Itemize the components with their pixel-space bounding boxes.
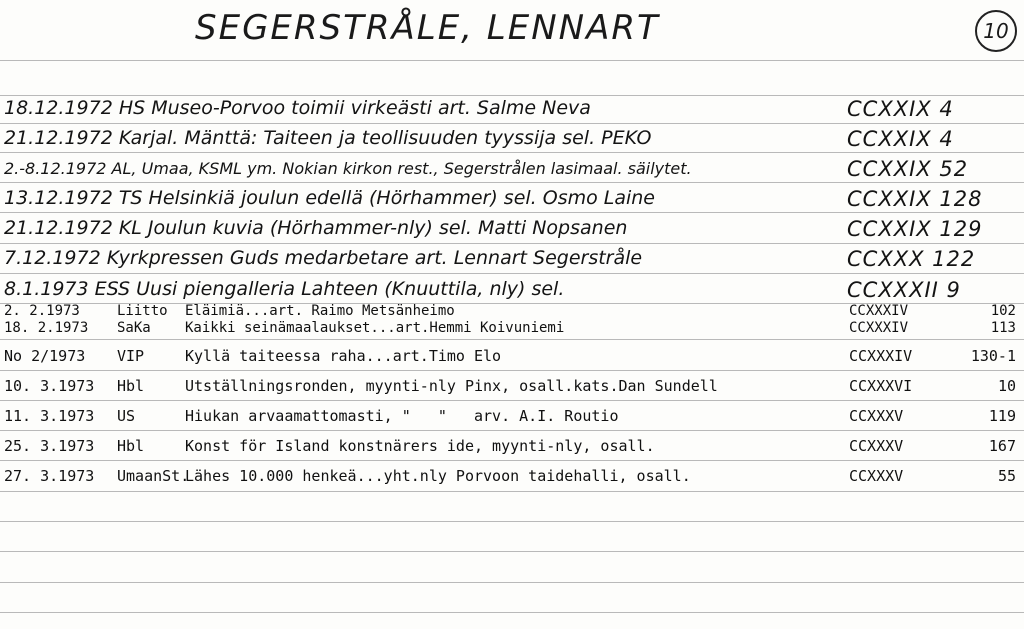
- entry-source: Hbl: [117, 437, 145, 455]
- entry-date: 18. 2.1973: [4, 320, 89, 336]
- entry-text: 21.12.1972 KL Joulun kuvia (Hörhammer-nly) sel. Matti Nopsanen: [4, 217, 628, 239]
- typed-entry: [4, 437, 1020, 457]
- entry-text: 7.12.1972 Kyrkpressen Guds medarbetare art. Lennart Segerstråle: [4, 247, 643, 269]
- entry-volume: CCXXXII 9: [847, 278, 961, 302]
- entry-volume: CCXXXIV: [849, 347, 913, 365]
- entry-text: Hiukan arvaamattomasti, " " arv. A.I. Routio: [185, 407, 619, 425]
- entry-text: 21.12.1972 Karjal. Mänttä: Taiteen ja teollisuuden tyyssija sel. PEKO: [4, 127, 652, 149]
- entry-page: 55: [997, 467, 1016, 485]
- ruled-line: [0, 123, 1024, 124]
- ruled-line: [0, 521, 1024, 522]
- ruled-line: [0, 400, 1024, 401]
- entry-source: US: [117, 407, 136, 425]
- entry-date: 2. 2.1973: [4, 303, 80, 319]
- handwritten-entry: [4, 247, 1020, 273]
- entry-source: SaKa: [117, 320, 151, 336]
- handwritten-entry: [4, 157, 1020, 183]
- entry-page: 113: [990, 320, 1016, 336]
- card-number-badge: 10: [975, 10, 1017, 52]
- ruled-line: [0, 430, 1024, 431]
- typed-entry: [4, 467, 1020, 487]
- entry-volume: CCXXIX 129: [847, 217, 983, 241]
- entry-source: VIP: [117, 347, 145, 365]
- entry-text: Utställningsronden, myynti-nly Pinx, osall.kats.Dan Sundell: [185, 377, 718, 395]
- entry-source: Hbl: [117, 377, 145, 395]
- entry-page: 167: [988, 437, 1016, 455]
- handwritten-entry: [4, 187, 1020, 213]
- entry-volume: CCXXIX 52: [847, 157, 969, 181]
- entry-text: 2.-8.12.1972 AL, Umaa, KSML ym. Nokian kirkon rest., Segerstrålen lasimaal. säilytet.: [4, 159, 692, 178]
- entry-volume: CCXXIX 128: [847, 187, 983, 211]
- ruled-line: [0, 60, 1024, 61]
- entry-text: 18.12.1972 HS Museo-Porvoo toimii virkeästi art. Salme Neva: [4, 97, 591, 119]
- entry-text: Konst för Island konstnärers ide, myynti-nly, osall.: [185, 437, 655, 455]
- entry-date: 11. 3.1973: [4, 407, 95, 425]
- entry-volume: CCXXIX 4: [847, 127, 954, 151]
- entry-volume: CCXXXV: [849, 407, 904, 425]
- handwritten-entry: [4, 127, 1020, 153]
- entry-volume: CCXXXV: [849, 467, 904, 485]
- ruled-line: [0, 582, 1024, 583]
- entry-date: No 2/1973: [4, 347, 86, 365]
- title: SEGERSTRÅLE, LENNART: [195, 8, 660, 48]
- entry-text: Kaikki seinämaalaukset...art.Hemmi Koivuniemi: [185, 320, 565, 336]
- entry-volume: CCXXXIV: [849, 320, 909, 336]
- entry-volume: CCXXXVI: [849, 377, 913, 395]
- entry-source: Liitto: [117, 303, 168, 319]
- typed-entry: [4, 407, 1020, 427]
- entry-page: 130-1: [970, 347, 1016, 365]
- typed-entry: [4, 347, 1020, 367]
- entry-volume: CCXXXIV: [849, 303, 909, 319]
- entry-page: 119: [988, 407, 1016, 425]
- entry-date: 25. 3.1973: [4, 437, 95, 455]
- ruled-line: [0, 95, 1024, 96]
- entry-text: Kyllä taiteessa raha...art.Timo Elo: [185, 347, 502, 365]
- ruled-line: [0, 612, 1024, 613]
- entry-volume: CCXXXV: [849, 437, 904, 455]
- handwritten-entry: [4, 217, 1020, 243]
- entry-volume: CCXXX 122: [847, 247, 976, 271]
- entry-text: Eläimiä...art. Raimo Metsänheimo: [185, 303, 455, 319]
- typed-entry: [4, 377, 1020, 397]
- entry-date: 10. 3.1973: [4, 377, 95, 395]
- ruled-line: [0, 243, 1024, 244]
- entry-text: 8.1.1973 ESS Uusi piengalleria Lahteen (Knuuttila, nly) sel.: [4, 278, 565, 300]
- entry-date: 27. 3.1973: [4, 467, 95, 485]
- handwritten-entry: [4, 97, 1020, 123]
- entry-source: UmaanSt.: [117, 467, 190, 485]
- ruled-line: [0, 370, 1024, 371]
- entry-page: 102: [990, 303, 1016, 319]
- ruled-line: [0, 491, 1024, 492]
- ruled-line: [0, 273, 1024, 274]
- typed-entry: [4, 320, 1020, 340]
- ruled-line: [0, 551, 1024, 552]
- entry-text: Lähes 10.000 henkeä...yht.nly Porvoon taidehalli, osall.: [185, 467, 691, 485]
- handwritten-entry: [4, 278, 1020, 304]
- entry-page: 10: [997, 377, 1016, 395]
- entry-volume: CCXXIX 4: [847, 97, 954, 121]
- entry-text: 13.12.1972 TS Helsinkiä joulun edellä (Hörhammer) sel. Osmo Laine: [4, 187, 656, 209]
- ruled-line: [0, 460, 1024, 461]
